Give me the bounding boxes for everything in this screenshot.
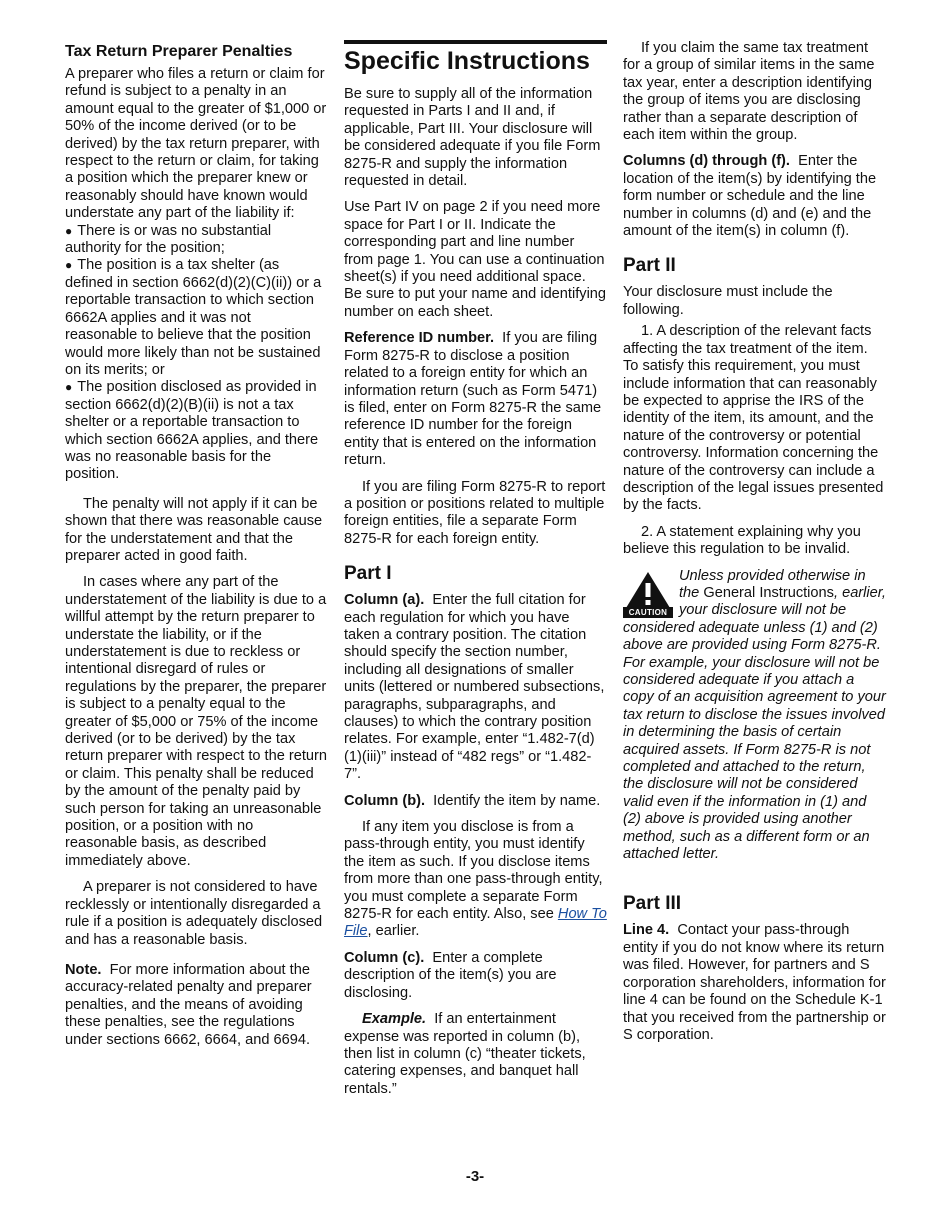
- note-label: Note.: [65, 961, 102, 978]
- how-to-file-link[interactable]: How To File: [344, 906, 607, 940]
- column-a-label: Column (a).: [344, 592, 425, 609]
- paragraph-multiple-entities: If you are filing Form 8275-R to report a position or positions related to multiple foreign entities, file a separate Form 8275-R for each foreign entity.: [344, 478, 606, 547]
- paragraph-column-b: Column (b). Identify the item by name.: [344, 792, 601, 809]
- line-4-label: Line 4.: [623, 922, 670, 939]
- paragraph-example: Example. If an entertainment expense was reported in column (b), then list in column (c) “theater tickets, catering expenses, and banquet hall rentals.”: [344, 1011, 586, 1097]
- caution-triangle-icon: [623, 570, 673, 618]
- paragraph-not-reckless: A preparer is not considered to have recklessly or intentionally disregarded a rule if a position is adequately disclosed and has a reasonable basis.: [65, 879, 323, 948]
- part-i-heading: Part I: [344, 563, 392, 585]
- list-item-2: 2. A statement explaining why you believe this regulation to be invalid.: [623, 523, 861, 558]
- paragraph-part-iv: Use Part IV on page 2 if you need more space for Part I or II. Indicate the corresponding part and line number from page 1. You can use a continuation sheet(s) if you need additional space. Be sure to put your name and identifying number on each sheet.: [344, 199, 607, 320]
- columns-d-f-label: Columns (d) through (f).: [623, 153, 790, 170]
- paragraph-column-a: Column (a). Enter the full citation for each regulation for which you have taken a contrary position. The citation should specify the section number, including all designations of smaller units (lettered or numbered subsections, paragraphs, subparagraphs, and clauses) to which the contrary position relates. For example, enter “1.482-7(d)(1)(iii)” instead of “482 regs” or “1.482-7”.: [344, 592, 605, 783]
- paragraph-line-4: Line 4. Contact your pass-through entity if you do not know where its return was filed. However, for partners and S corporation shareholders, information for line 4 can be found on the Schedule K-1 that you received from the partnership or S corporation.: [623, 922, 886, 1043]
- bullet-icon: ●: [65, 258, 73, 273]
- paragraph-columns-d-f: Columns (d) through (f). Enter the location of the item(s) by identifying the form number or schedule and the line number in columns (d) and (e) and the amount of the item(s) in column (f).: [623, 153, 877, 240]
- column-c-label: Column (c).: [344, 949, 425, 966]
- example-label: Example.: [362, 1011, 427, 1028]
- paragraph-intro: A preparer who files a return or claim for refund is subject to a penalty in an amount equal to the greater of $1,000 or 50% of the income derived (or to be derived) by the tax return preparer, with respect to the return or claim, for taking a position which the preparer knew or reasonably should have known would understate any part of the liability if:: [65, 66, 327, 222]
- paragraph-reference-id: Reference ID number. If you are filing Form 8275-R to disclose a position related to a foreign entity for which an information return (such as Form 5471) is filed, enter on Form 8275-R the same reference ID number for the foreign entity that is entered on the information return.: [344, 330, 602, 469]
- list-item-1: 1. A description of the relevant facts affecting the tax treatment of the item. To satisfy this requirement, you must include information that can reasonably be expected to apprise the IRS of the identity of the item, its amount, and the nature of the controversy or potential controversy. Information concerning the nature of the controversy can include a description of the legal issues presented by the facts.: [623, 323, 884, 514]
- bullet-item: ● The position is a tax shelter (as defined in section 6662(d)(2)(C)(ii)) or a reportable transaction to which section 6662A applies and it was not reasonable to believe that the position would more likely than not be sustained on its merits; or: [65, 257, 322, 378]
- bullet-icon: ●: [65, 223, 73, 238]
- paragraph-supply: Be sure to supply all of the information requested in Parts I and II and, if applicable, Part III. Your disclosure will be considered adequate if you file Form 8275-R and supply the information requested in detail.: [344, 86, 601, 190]
- general-instructions-ref: General Instructions: [703, 584, 834, 601]
- bullet-item: ● There is or was no substantial authority for the position;: [65, 222, 272, 257]
- section-heading-preparer-penalties: Tax Return Preparer Penalties: [65, 43, 293, 60]
- page-title: Specific Instructions: [344, 40, 607, 76]
- paragraph-willful: In cases where any part of the understatement of the liability is due to a willful attempt by the return preparer to understate the liability, or if the understatement is due to reckless or intentional disregard of rules or regulations by the preparer, the preparer is subject to a penalty equal to the greater of $5,000 or 75% of the income derived (or to be derived) by the tax return preparer with respect to the return or claim. This penalty shall be reduced by the amount of the penalty paid by such person for taking an unreasonable position, or a position with no reasonable basis, as described immediately above.: [65, 574, 328, 869]
- part-iii-heading: Part III: [623, 893, 682, 915]
- paragraph-column-c: Column (c). Enter a complete description of the item(s) you are disclosing.: [344, 949, 557, 1001]
- bullet-icon: ●: [65, 380, 73, 395]
- caution-box: CAUTION Unless provided otherwise in the General Instructions, earlier, your disclosure will not be considered adequate unless (1) and (2) above are provided using Form 8275-R. For example, your disclosure will not be considered adequate if you attach a copy of an acquisition agreement to your tax return to disclose the issues involved in determining the basis of certain acquired assets. If Form 8275-R is not completed and attached to the return, the disclosure will not be considered valid even if the information in (1) and (2) above is provided using another method, such as a different form or an attached letter.: [623, 567, 886, 863]
- paragraph-part-ii-intro: Your disclosure must include the following.: [623, 284, 833, 318]
- reference-id-label: Reference ID number.: [344, 330, 495, 347]
- column-2: [344, 40, 607, 1107]
- paragraph-good-faith: The penalty will not apply if it can be shown that there was reasonable cause for the understatement and that the preparer acted in good faith.: [65, 495, 323, 564]
- paragraph-group-items: If you claim the same tax treatment for a group of similar items in the same tax year, enter a description identifying the group of items you are disclosing rather than a separate description of each item within the group.: [623, 40, 875, 144]
- page-number: -3-: [465, 1168, 485, 1185]
- column-3: [623, 40, 886, 1053]
- column-1: [65, 40, 327, 1058]
- note-paragraph: Note. For more information about the accuracy-related penalty and preparer penalties, and the means of avoiding these penalties, see the regulations under sections 6662, 6664, and 6694.: [65, 961, 312, 1048]
- paragraph-pass-through: If any item you disclose is from a pass-through entity, you must identify the item as such. If you disclose items from more than one pass-through entity, you must complete a separate Form 8275-R for each entity. Also, see How To File, earlier.: [344, 819, 607, 940]
- column-b-label: Column (b).: [344, 792, 426, 809]
- bullet-item: ● The position disclosed as provided in section 6662(d)(2)(B)(ii) is not a tax shelter or a reportable transaction to which section 6662A applies, and there was no reasonable basis for the position.: [65, 379, 319, 483]
- caution-label: CAUTION: [623, 607, 673, 618]
- part-ii-heading: Part II: [623, 255, 676, 277]
